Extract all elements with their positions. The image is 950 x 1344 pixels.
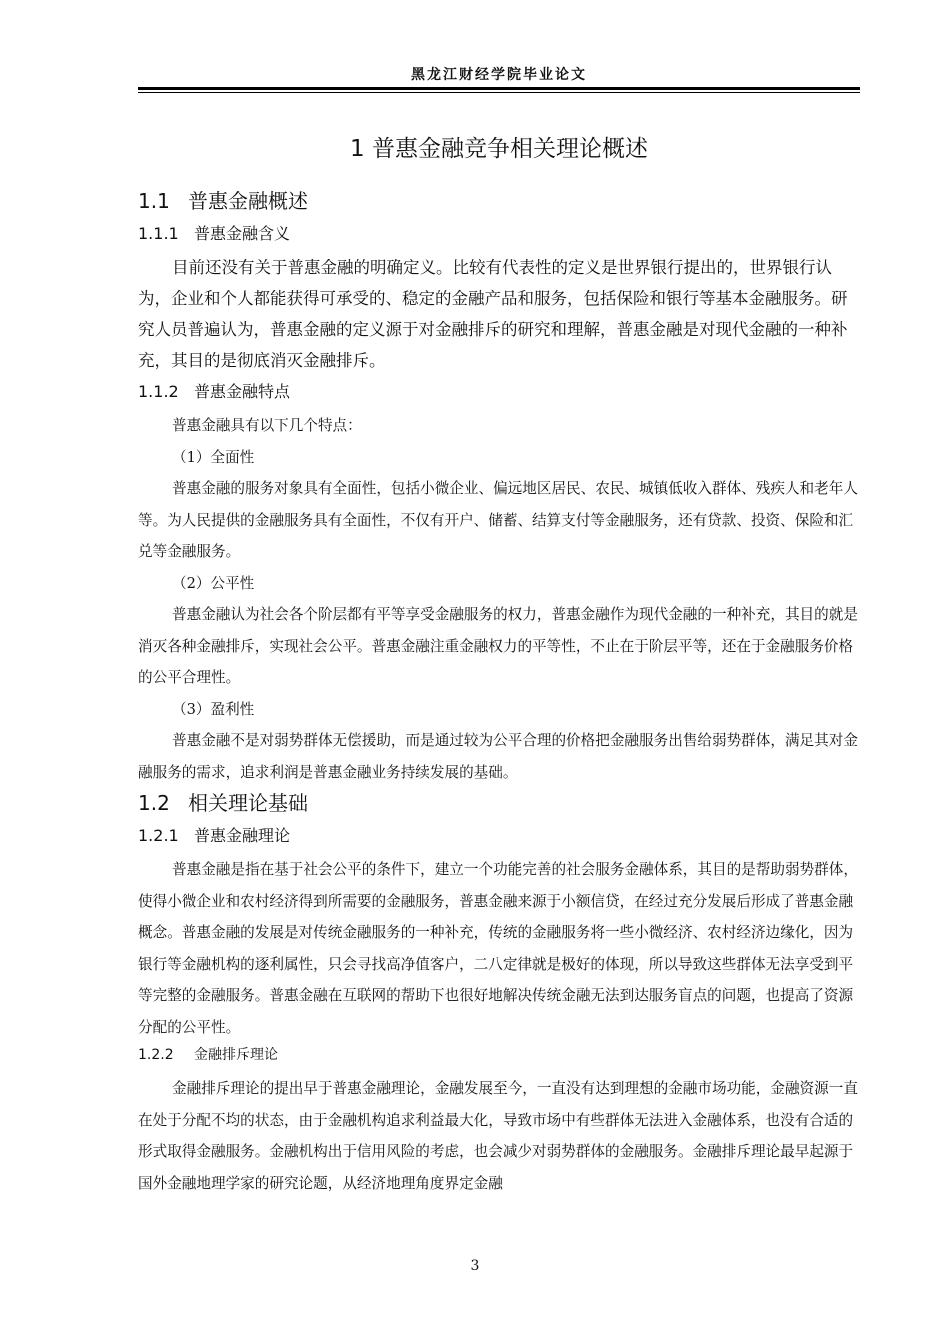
paragraph-profitability: 普惠金融不是对弱势群体无偿援助，而是通过较为公平合理的价格把金融服务出售给弱势群体，满足其对金融服务的需求，追求利润是普惠金融业务持续发展的基础。 bbox=[138, 732, 858, 781]
subsection-heading-1-2-2 bbox=[138, 1043, 860, 1067]
subsection-title: 金融排斥理论 bbox=[194, 1047, 278, 1063]
subsection-number: 1.1.2 bbox=[138, 382, 179, 401]
subsection-number: 1.1.1 bbox=[138, 224, 179, 243]
section-title: 普惠金融概述 bbox=[188, 189, 308, 213]
list-item-profitability: （3）盈利性 bbox=[172, 700, 255, 718]
subsection-title: 普惠金融理论 bbox=[194, 826, 291, 845]
header-rule-thick bbox=[138, 87, 860, 90]
list-item-comprehensiveness: （1）全面性 bbox=[172, 448, 255, 466]
header-rule-thin bbox=[138, 92, 860, 93]
subsection-heading-1-2-1 bbox=[138, 824, 860, 848]
section-number: 1.1 bbox=[138, 189, 170, 213]
section-title: 相关理论基础 bbox=[188, 791, 308, 815]
running-header: 黑龙江财经学院毕业论文 bbox=[411, 67, 587, 83]
paragraph-comprehensiveness: 普惠金融的服务对象具有全面性，包括小微企业、偏远地区居民、农民、城镇低收入群体、残疾人和老年人等。为人民提供的金融服务具有全面性，不仅有开户、储蓄、结算支付等金融服务，还有贷款、投资、保险和汇兑等金融服务。 bbox=[138, 480, 858, 560]
section-number: 1.2 bbox=[138, 791, 170, 815]
paragraph-fairness: 普惠金融认为社会各个阶层都有平等享受金融服务的权力，普惠金融作为现代金融的一种补充，其目的就是消灭各种金融排斥，实现社会公平。普惠金融注重金融权力的平等性，不止在于阶层平等，还在于金融服务价格的公平合理性。 bbox=[138, 606, 858, 686]
section-heading-1-2 bbox=[138, 788, 860, 818]
subsection-number: 1.2.2 bbox=[138, 1047, 174, 1063]
paragraph-features-intro: 普惠金融具有以下几个特点： bbox=[172, 417, 362, 434]
subsection-title: 普惠金融特点 bbox=[194, 382, 291, 401]
paragraph-inclusive-finance-theory: 普惠金融是指在基于社会公平的条件下，建立一个功能完善的社会服务金融体系，其目的是帮助弱势群体，使得小微企业和农村经济得到所需要的金融服务，普惠金融来源于小额信贷，在经过充分发展后形成了普惠金融概念。普惠金融的发展是对传统金融服务的一种补充，传统的金融服务将一些小微经济、农村经济边缘化，因为银行等金融机构的逐利属性，只会寻找高净值客户，二八定律就是极好的体现，所以导致这些群体无法享受到平等完整的金融服务。普惠金融在互联网的帮助下也很好地解决传统金融无法到达服务盲点的问题，也提高了资源分配的公平性。 bbox=[138, 861, 858, 1036]
subsection-number: 1.2.1 bbox=[138, 826, 179, 845]
page-number: 3 bbox=[470, 1258, 480, 1274]
section-heading-1-1 bbox=[138, 186, 860, 216]
subsection-heading-1-1-2 bbox=[138, 380, 860, 404]
subsection-heading-1-1-1 bbox=[138, 222, 860, 246]
paragraph-financial-exclusion-theory: 金融排斥理论的提出早于普惠金融理论，金融发展至今，一直没有达到理想的金融市场功能，金融资源一直在处于分配不均的状态，由于金融机构追求利益最大化，导致市场中有些群体无法进入金融体系，也没有合适的形式取得金融服务。金融机构出于信用风险的考虑，也会减少对弱势群体的金融服务。金融排斥理论最早起源于国外金融地理学家的研究论题，从经济地理角度界定金融 bbox=[138, 1080, 858, 1192]
list-item-fairness: （2）公平性 bbox=[172, 574, 255, 592]
paragraph-definition: 目前还没有关于普惠金融的明确定义。比较有代表性的定义是世界银行提出的，世界银行认为，企业和个人都能获得可承受的、稳定的金融产品和服务，包括保险和银行等基本金融服务。研究人员普遍认为，普惠金融的定义源于对金融排斥的研究和理解，普惠金融是对现代金融的一种补充，其目的是彻底消灭金融排斥。 bbox=[138, 258, 848, 370]
page-body bbox=[138, 132, 860, 1199]
chapter-title: 1 普惠金融竞争相关理论概述 bbox=[350, 136, 648, 162]
subsection-title: 普惠金融含义 bbox=[194, 224, 291, 243]
